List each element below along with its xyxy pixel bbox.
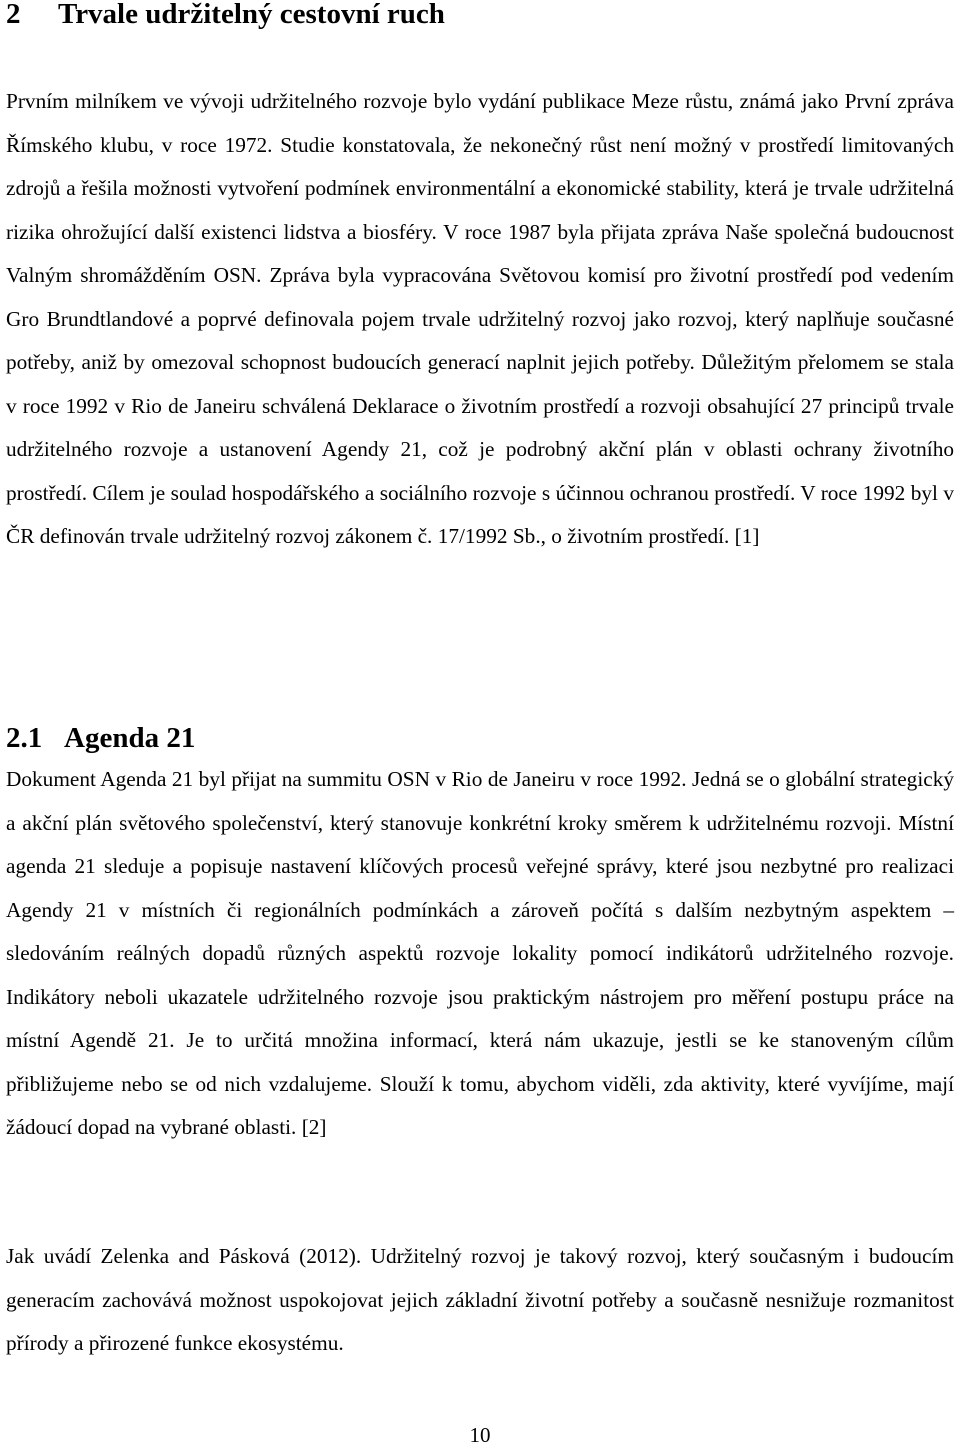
paragraph-definition: Jak uvádí Zelenka and Pásková (2012). Udržitelný rozvoj je takový rozvoj, který současným i budoucím generacím zachovává možnost uspokojovat jejich základní životní potřeby a současně nesnižuje rozmanitost přírody a přirozené funkce ekosystému. (6, 1244, 954, 1355)
chapter-number: 2 (6, 0, 21, 30)
chapter-heading (6, 0, 946, 34)
paragraph-agenda: Dokument Agenda 21 byl přijat na summitu OSN v Rio de Janeiru v roce 1992. Jedná se o globální strategický a akční plán světového společenství, který stanovuje konkrétní kroky směrem k udržitelnému rozvoji. Místní agenda 21 sleduje a popisuje nastavení klíčových procesů veřejné správy, které jsou nezbytné pro realizaci Agendy 21 v místních či regionálních podmínkách a zároveň počítá s dalším nezbytným aspektem – sledováním reálných dopadů různých aspektů rozvoje lokality pomocí indikátorů udržitelného rozvoje. Indikátory neboli ukazatele udržitelného rozvoje jsou praktickým nástrojem pro měření postupu práce na místní Agendě 21. Je to určitá množina informací, která nám ukazuje, jestli se ke stanoveným cílům přibližujeme nebo se od nich vzdalujeme. Slouží k tomu, abychom viděli, zda aktivity, které vyvíjíme, mají žádoucí dopad na vybrané oblasti. [2] (6, 767, 954, 1139)
section-title: Agenda 21 (64, 722, 196, 754)
page-number: 10 (469, 1423, 491, 1447)
chapter-title: Trvale udržitelný cestovní ruch (58, 0, 445, 30)
paragraph-intro: Prvním milníkem ve vývoji udržitelného rozvoje bylo vydání publikace Meze růstu, známá jako První zpráva Římského klubu, v roce 1972. Studie konstatovala, že nekonečný růst není možný v prostředí limitovaných zdrojů a řešila možnosti vytvoření podmínek environmentální a ekonomické stability, která je trvale udržitelná rizika ohrožující další existenci lidstva a biosféry. V roce 1987 byla přijata zpráva Naše společná budoucnost Valným shromážděním OSN. Zpráva byla vypracována Světovou komisí pro životní prostředí pod vedením Gro Brundtlandové a poprvé definovala pojem trvale udržitelný rozvoj jako rozvoj, který naplňuje současné potřeby, aniž by omezoval schopnost budoucích generací naplnit jejich potřeby. Důležitým přelomem se stala v roce 1992 v Rio de Janeiru schválená Deklarace o životním prostředí a rozvoji obsahující 27 principů trvale udržitelného rozvoje a ustanovení Agendy 21, což je podrobný akční plán v oblasti ochrany životního prostředí. Cílem je soulad hospodářského a sociálního rozvoje s účinnou ochranou prostředí. V roce 1992 byl v ČR definován trvale udržitelný rozvoj zákonem č. 17/1992 Sb., o životním prostředí. [1] (6, 89, 954, 548)
section-number: 2.1 (6, 722, 43, 754)
section-heading (6, 716, 946, 760)
